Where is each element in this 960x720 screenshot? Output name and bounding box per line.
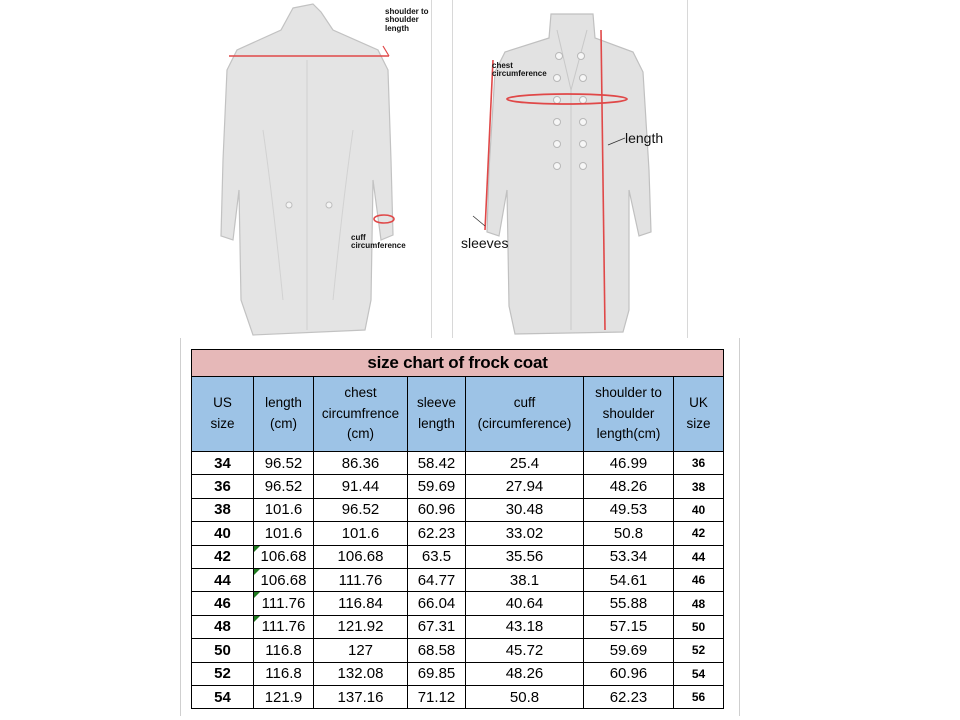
shoulder-cell: 46.99 (584, 452, 674, 475)
shoulder-cell: 53.34 (584, 545, 674, 568)
length-cell: 106.68 (254, 568, 314, 591)
uk-size-cell: 50 (674, 615, 724, 638)
cuff-cell: 35.56 (466, 545, 584, 568)
coat-front-illustration (453, 0, 687, 338)
table-row (192, 498, 724, 521)
length-cell: 101.6 (254, 498, 314, 521)
chest-header-line: circumfrence (321, 405, 400, 421)
length-cell: 121.9 (254, 685, 314, 708)
shoulder-cell: 54.61 (584, 568, 674, 591)
us-size-cell: 36 (192, 475, 254, 498)
us-size-cell: 44 (192, 568, 254, 591)
cuff-cell: 43.18 (466, 615, 584, 638)
length-header-line: (cm) (270, 416, 297, 431)
chest-cell: 91.44 (314, 475, 408, 498)
uk-size-cell: 40 (674, 498, 724, 521)
uk-size-cell: 44 (674, 545, 724, 568)
table-row (192, 615, 724, 638)
sleeve-cell: 69.85 (408, 662, 466, 685)
cuff-cell: 38.1 (466, 568, 584, 591)
cuff-cell: 50.8 (466, 685, 584, 708)
cuff-header-line: cuff (513, 395, 536, 411)
cuff-label: cuff circumference (351, 233, 406, 251)
sleeve-header (408, 377, 466, 452)
sleeve-cell: 68.58 (408, 639, 466, 662)
us-size-cell: 46 (192, 592, 254, 615)
shoulder-cell: 59.69 (584, 639, 674, 662)
length-cell: 111.76 (254, 592, 314, 615)
cuff-cell: 45.72 (466, 639, 584, 662)
sleeve-cell: 60.96 (408, 498, 466, 521)
uk-size-cell: 42 (674, 522, 724, 545)
length-label: length (625, 130, 664, 146)
header-row (192, 377, 724, 452)
length-cell: 101.6 (254, 522, 314, 545)
length-cell: 96.52 (254, 452, 314, 475)
uk-size-header (674, 377, 724, 452)
us-size-cell: 38 (192, 498, 254, 521)
sleeve-header-line: length (418, 416, 455, 431)
chest-header (314, 377, 408, 452)
table-row (192, 592, 724, 615)
cuff-cell: 30.48 (466, 498, 584, 521)
length-cell: 106.68 (254, 545, 314, 568)
shoulder-cell: 55.88 (584, 592, 674, 615)
length-cell: 116.8 (254, 639, 314, 662)
coat-back-view (193, 0, 432, 338)
cuff-cell: 48.26 (466, 662, 584, 685)
cuff-cell: 25.4 (466, 452, 584, 475)
us-size-cell: 48 (192, 615, 254, 638)
chest-cell: 111.76 (314, 568, 408, 591)
table-row (192, 685, 724, 708)
table-row (192, 475, 724, 498)
uk-size-cell: 48 (674, 592, 724, 615)
cuff-header (466, 377, 584, 452)
length-cell: 116.8 (254, 662, 314, 685)
chest-label: chest circumference (492, 61, 547, 79)
shoulder-header-line: shoulder to (595, 384, 662, 400)
us-size-cell: 42 (192, 545, 254, 568)
us-size-header-line: size (210, 416, 235, 431)
table-row (192, 662, 724, 685)
uk-size-cell: 56 (674, 685, 724, 708)
length-header-line: length (265, 395, 302, 411)
sleeve-header-line: sleeve (416, 395, 457, 411)
us-size-header-line: US (213, 395, 232, 411)
size-chart-title: size chart of frock coat (192, 350, 724, 377)
cuff-header-line: (circumference) (477, 416, 572, 431)
chest-cell: 137.16 (314, 685, 408, 708)
coat-front-view (452, 0, 688, 338)
uk-size-cell: 54 (674, 662, 724, 685)
length-cell: 96.52 (254, 475, 314, 498)
chest-header-line: chest (344, 384, 377, 400)
sleeve-cell: 66.04 (408, 592, 466, 615)
shoulder-header-line: length(cm) (596, 426, 661, 442)
uk-size-header-line: UK (689, 395, 708, 411)
us-size-header (192, 377, 254, 452)
table-row (192, 522, 724, 545)
shoulder-cell: 49.53 (584, 498, 674, 521)
shoulder-cell: 62.23 (584, 685, 674, 708)
sleeve-cell: 64.77 (408, 568, 466, 591)
us-size-cell: 40 (192, 522, 254, 545)
shoulder-label: shoulder to shoulder length (385, 7, 429, 33)
uk-size-cell: 38 (674, 475, 724, 498)
table-row (192, 452, 724, 475)
chest-cell: 127 (314, 639, 408, 662)
uk-size-header-line: size (686, 416, 711, 431)
sleeve-cell: 63.5 (408, 545, 466, 568)
table-body (192, 452, 724, 709)
shoulder-cell: 57.15 (584, 615, 674, 638)
us-size-cell: 34 (192, 452, 254, 475)
cuff-cell: 33.02 (466, 522, 584, 545)
chest-cell: 86.36 (314, 452, 408, 475)
table-row (192, 568, 724, 591)
chest-cell: 116.84 (314, 592, 408, 615)
chest-cell: 132.08 (314, 662, 408, 685)
sleeves-label: sleeves (461, 235, 509, 251)
uk-size-cell: 36 (674, 452, 724, 475)
sleeve-cell: 71.12 (408, 685, 466, 708)
sleeve-cell: 62.23 (408, 522, 466, 545)
chest-cell: 96.52 (314, 498, 408, 521)
uk-size-cell: 52 (674, 639, 724, 662)
us-size-cell: 54 (192, 685, 254, 708)
shoulder-cell: 50.8 (584, 522, 674, 545)
table-row (192, 639, 724, 662)
uk-size-cell: 46 (674, 568, 724, 591)
chest-cell: 101.6 (314, 522, 408, 545)
us-size-cell: 50 (192, 639, 254, 662)
chest-cell: 106.68 (314, 545, 408, 568)
us-size-cell: 52 (192, 662, 254, 685)
sleeve-cell: 67.31 (408, 615, 466, 638)
cuff-cell: 27.94 (466, 475, 584, 498)
length-cell: 111.76 (254, 615, 314, 638)
shoulder-header (584, 377, 674, 452)
chest-cell: 121.92 (314, 615, 408, 638)
sleeve-cell: 58.42 (408, 452, 466, 475)
size-chart-table (191, 349, 724, 709)
cuff-cell: 40.64 (466, 592, 584, 615)
shoulder-cell: 48.26 (584, 475, 674, 498)
table-row (192, 545, 724, 568)
shoulder-cell: 60.96 (584, 662, 674, 685)
shoulder-header-line: shoulder (602, 405, 655, 421)
chest-header-line: (cm) (347, 426, 374, 442)
length-header (254, 377, 314, 452)
sleeve-cell: 59.69 (408, 475, 466, 498)
coat-back-illustration (193, 0, 431, 338)
